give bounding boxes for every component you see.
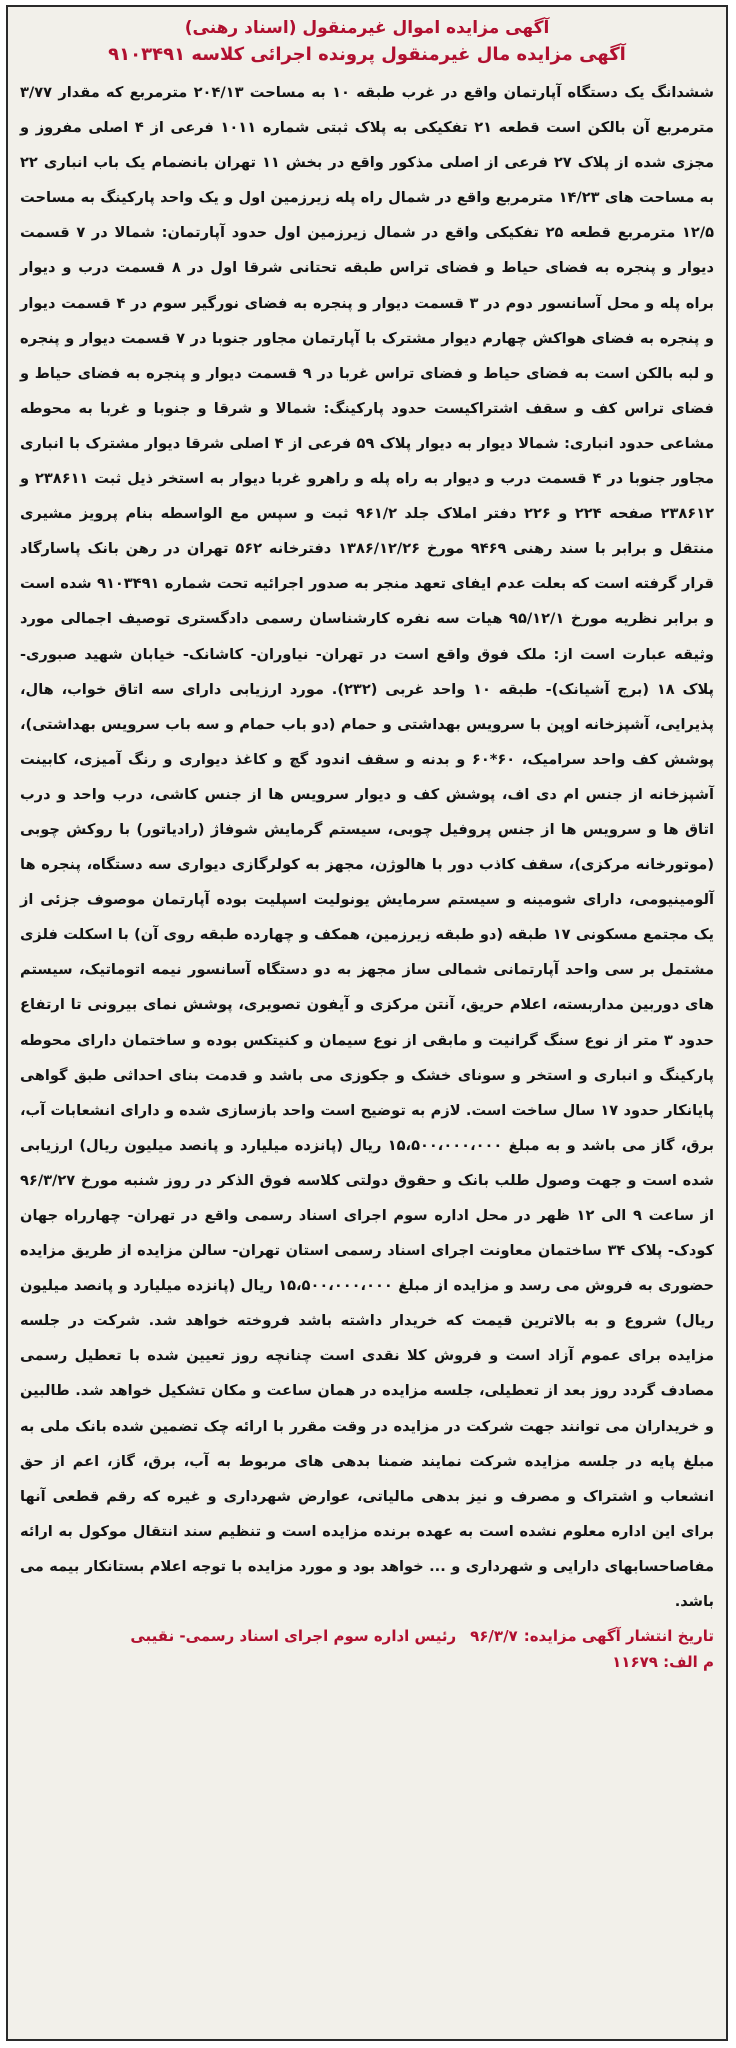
auction-notice	[6, 5, 728, 2041]
notice-body	[20, 75, 714, 1619]
notice-header	[20, 15, 714, 69]
notice-subtitle: آگهی مزایده مال غیرمنقول پرونده اجرائی کلاسه ۹۱۰۳۴۹۱	[108, 44, 626, 65]
publish-date: ۹۶/۳/۷	[470, 1627, 518, 1646]
reference-code: م الف: ۱۱۶۷۹	[612, 1653, 714, 1672]
signature: رئیس اداره سوم اجرای اسناد رسمی- نقیبی	[130, 1627, 457, 1646]
notice-footer	[20, 1623, 714, 1675]
notice-title: آگهی مزایده اموال غیرمنقول (اسناد رهنی)	[184, 18, 550, 38]
notice-paragraph: ششدانگ یک دستگاه آپارتمان واقع در غرب طبقه ۱۰ به مساحت ۲۰۴/۱۳ مترمربع که مقدار ۳/۷۷ مترمربع آن بالکن است قطعه ۲۱ تفکیکی به پلاک ثبتی شماره ۱۰۱۱ فرعی از ۴ اصلی مفروز و مجزی شده از پلاک ۲۷ فرعی از اصلی مذکور واقع در بخش ۱۱ تهران بانضمام یک باب انباری ۲۲ به مساحت های ۱۴/۲۳ مترمربع واقع در شمال راه پله زیرزمین اول و یک واحد پارکینگ به مساحت ۱۲/۵ مترمربع قطعه ۲۵ تفکیکی واقع در شمال زیرزمین اول حدود آپارتمان: شمالا در ۷ قسمت دیوار و پنجره به فضای حیاط و فضای تراس طبقه تحتانی شرقا اول در ۸ قسمت درب و دیوار براه پله و محل آسانسور دوم در ۳ قسمت دیوار و پنجره به فضای نورگیر سوم در ۴ قسمت دیوار و پنجره به فضای هواکش چهارم دیوار مشترک با آپارتمان مجاور جنوبا در ۷ قسمت دیوار و پنجره و لبه بالکن است به فضای حیاط و فضای تراس غربا در ۹ قسمت دیوار و پنجره به فضای حیاط و فضای تراس کف و سقف اشتراکیست حدود پارکینگ: شمالا و شرقا و جنوبا و غربا به محوطه مشاعی حدود انباری: شمالا دیوار به دیوار پلاک ۵۹ فرعی از ۴ اصلی شرقا دیوار مشترک با انباری مجاور جنوبا در ۴ قسمت درب و دیوار به راه پله و راهرو غربا دیوار به استخر ذیل ثبت ۲۳۸۶۱۱ و ۲۳۸۶۱۲ صفحه ۲۲۴ و ۲۲۶ دفتر املاک جلد ۹۶۱/۲ ثبت و سپس مع الواسطه بنام پرویز مشیری منتقل و برابر با سند رهنی ۹۴۶۹ مورخ ۱۳۸۶/۱۲/۲۶ دفترخانه ۵۶۲ تهران در رهن بانک پاسارگاد قرار گرفته است که بعلت عدم ایفای تعهد منجر به صدور اجرائیه تحت شماره ۹۱۰۳۴۹۱ شده است و برابر نظریه مورخ ۹۵/۱۲/۱ هیات سه نفره کارشناسان رسمی دادگستری توصیف اجمالی مورد وثیقه عبارت است از: ملک فوق واقع است در تهران- نیاوران- کاشانک- خیابان شهید صبوری- پلاک ۱۸ (برج آشیانک)- طبقه ۱۰ واحد غربی (۲۳۲). مورد ارزیابی دارای سه اتاق خواب، هال، پذیرایی، آشپزخانه اوپن با سرویس بهداشتی و حمام (دو باب حمام و سه باب سرویس بهداشتی)، پوشش کف واحد سرامیک، ۶۰*۶۰ و بدنه و سقف اندود گچ و کاغذ دیواری و رنگ آمیزی، کابینت آشپزخانه از جنس ام دی اف، پوشش کف و دیوار سرویس ها از جنس کاشی، درب واحد و درب اتاق ها و سرویس ها از جنس پروفیل چوبی، سیستم گرمایش شوفاژ (رادیاتور) با روکش چوبی (موتورخانه مرکزی)، سقف کاذب دور با هالوژن، مجهز به کولرگازی دیواری سه دستگاه، پنجره ها آلومینیومی، دارای شومینه و سیستم سرمایش یونولیت اسپلیت بوده آپارتمان موصوف جزئی از یک مجتمع مسکونی ۱۷ طبقه (دو طبقه زیرزمین، همکف و چهارده طبقه روی آن) با اسکلت فلزی مشتمل بر سی واحد آپارتمانی شمالی ساز مجهز به دو دستگاه آسانسور نیمه اتوماتیک، سیستم های دوربین مداربسته، اعلام حریق، آنتن مرکزی و آیفون تصویری، پوشش نمای بیرونی تا ارتفاع حدود ۳ متر از نوع سنگ گرانیت و مابقی از نوع سیمان و کنیتکس بوده و ساختمان دارای محوطه پارکینگ و انباری و استخر و سونای خشک و جکوزی می باشد و قدمت بنای احداثی طبق گواهی پایانکار حدود ۱۷ سال ساخت است. لازم به توضیح است واحد بازسازی شده و دارای انشعابات آب، برق، گاز می باشد و به مبلغ ۱۵،۵۰۰،۰۰۰،۰۰۰ ریال (پانزده میلیارد و پانصد میلیون ریال) ارزیابی شده است و جهت وصول طلب بانک و حقوق دولتی کلاسه فوق الذکر در روز شنبه مورخ ۹۶/۳/۲۷ از ساعت ۹ الی ۱۲ ظهر در محل اداره سوم اجرای اسناد رسمی واقع در تهران- چهارراه جهان کودک- پلاک ۳۴ ساختمان معاونت اجرای اسناد رسمی استان تهران- سالن مزایده از طریق مزایده حضوری به فروش می رسد و مزایده از مبلغ ۱۵،۵۰۰،۰۰۰،۰۰۰ ریال (پانزده میلیارد و پانصد میلیون ریال) شروع و به بالاترین قیمت که خریدار داشته باشد فروخته خواهد شد. شرکت در جلسه مزایده برای عموم آزاد است و فروش کلا نقدی است چنانچه روز تعیین شده با تعطیل رسمی مصادف گردد روز بعد از تعطیلی، جلسه مزایده در همان ساعت و مکان تشکیل خواهد شد. طالبین و خریداران می توانند جهت شرکت در مزایده در وقت مقرر با ارائه چک تضمین شده بانک ملی به مبلغ پایه در جلسه مزایده شرکت نمایند ضمنا بدهی های مربوط به آب، برق، گاز، اعم از حق انشعاب و اشتراک و مصرف و نیز بدهی مالیاتی، عوارض شهرداری و غیره که رقم قطعی آنها برای این اداره معلوم نشده است به عهده برنده مزایده است و تنظیم سند انتقال موکول به ارائه مفاصاحسابهای دارایی و شهرداری و ... خواهد بود و مورد مزایده با توجه اعلام بستانکار بیمه می باشد.	[20, 84, 715, 1611]
publish-line	[20, 1623, 714, 1649]
publish-label: تاریخ انتشار آگهی مزایده:	[523, 1627, 714, 1646]
